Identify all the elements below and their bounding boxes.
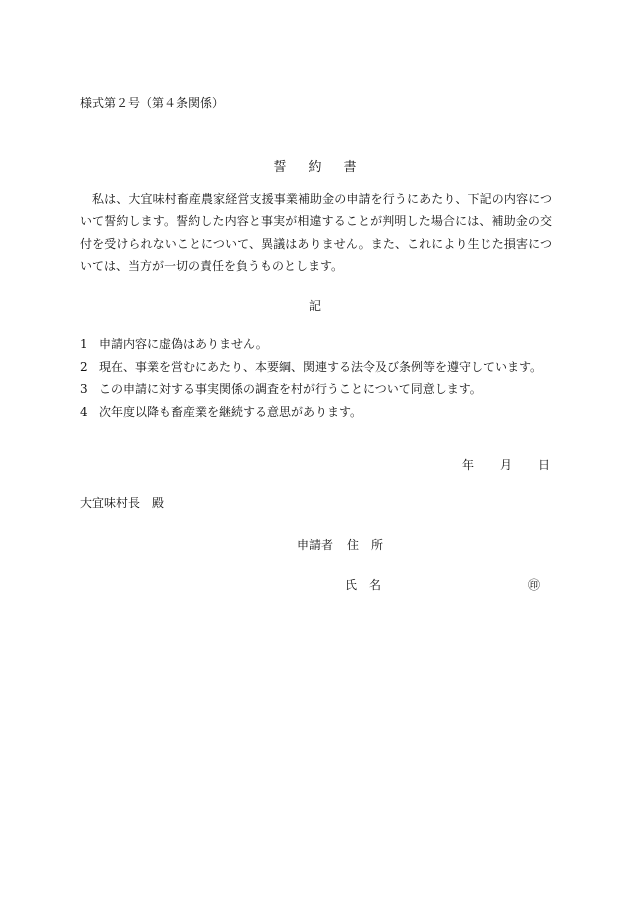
list-item	[80, 356, 542, 379]
date-day-label: 日	[537, 458, 550, 472]
addressee-name: 大宜味村長	[80, 496, 141, 510]
ki-heading: 記	[308, 299, 321, 313]
address-label-1: 住	[347, 538, 360, 552]
date-year-label: 年	[461, 458, 474, 472]
document-title: 誓約書	[273, 160, 379, 175]
item-text: 次年度以降も畜産業を継続する意思があります。	[99, 404, 363, 419]
name-label-2: 名	[369, 578, 382, 592]
addressee	[80, 494, 164, 511]
item-text: 申請内容に虚偽はありません。	[99, 337, 268, 351]
pledge-paragraph: 私は、大宜味村畜産農家経営支援事業補助金の申請を行うにあたり、下記の内容について誓約します。誓約した内容と事実が相違することが判明した場合には、補助金の交付を受けられないことについて、異議はありません。また、これにより生じた損害については、当方が一切の責任を負うものとします。	[80, 192, 552, 273]
list-item	[80, 378, 542, 401]
item-number: 4	[80, 404, 88, 419]
item-number: 1	[80, 337, 88, 351]
address-label-2: 所	[371, 538, 384, 552]
item-text: 現在、事業を営むにあたり、本要綱、関連する法令及び条例等を遵守しています。	[99, 359, 543, 374]
date-month-label: 月	[499, 458, 512, 472]
seal-mark: ㊞	[528, 578, 541, 592]
item-number: 2	[80, 359, 88, 374]
form-number: 様式第２号（第４条関係）	[80, 96, 225, 110]
item-text: この申請に対する事実関係の調査を村が行うことについて同意します。	[99, 382, 482, 396]
applicant-label: 申請者	[297, 538, 334, 552]
list-item	[80, 401, 542, 424]
item-number: 3	[80, 382, 88, 396]
applicant-name-line	[345, 576, 381, 593]
addressee-honorific: 殿	[152, 496, 165, 510]
name-label-1: 氏	[345, 578, 358, 592]
applicant-address-line	[297, 536, 383, 553]
list-item	[80, 333, 542, 356]
pledge-items-list	[80, 333, 542, 423]
date-line	[462, 456, 550, 473]
